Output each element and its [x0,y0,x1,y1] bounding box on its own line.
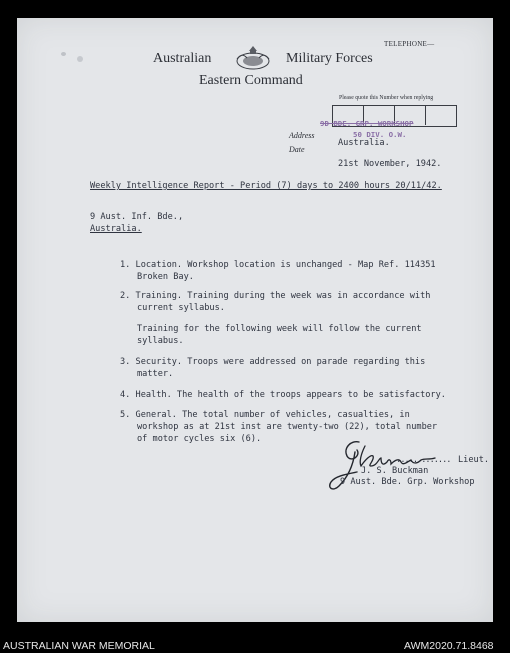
coat-of-arms-icon [234,44,272,72]
item-general-line1: 5. General. The total number of vehicles, casualties, in [120,410,410,420]
signature-name: J. S. Buckman [361,466,429,476]
signature-dotted-line: .............. [392,455,451,465]
unit-stamp-line1: 9D BDE. GRP. WORKSHOP [320,119,414,128]
address-value: Australia. [338,138,390,148]
item-health-line1: 4. Health. The health of the troops appears to be satisfactory. [120,390,446,400]
paper-blemish [61,52,66,56]
unit-stamp-line2: 50 DIV. O.W. [353,130,407,139]
date-value: 21st November, 1942. [338,159,442,169]
item-security-line2: matter. [137,369,174,379]
footer-archive-name: AUSTRALIAN WAR MEMORIAL [3,640,155,652]
reference-box-divider [425,105,426,125]
signature-handwriting-text: J.S. Buckman [323,494,331,495]
address-label: Address [289,131,315,140]
item-training-next-line2: syllabus. [137,336,184,346]
letterhead-org-left: Australian [153,51,212,66]
letterhead-command: Eastern Command [199,73,303,88]
document-page [17,18,493,622]
report-title: Weekly Intelligence Report - Period (7) days to 2400 hours 20/11/42. [90,181,442,191]
item-training-next-line1: Training for the following week will follow the current [137,324,422,334]
telephone-label: TELEPHONE— [384,40,435,48]
item-training-line2: current syllabus. [137,303,225,313]
item-general-line3: of motor cycles six (6). [137,434,262,444]
item-location-line1: 1. Location. Workshop location is unchanged - Map Ref. 114351 [120,260,436,270]
item-general-line2: workshop as at 21st inst are twenty-two (22), total number [137,422,438,432]
footer-catalog-id: AWM2020.71.8468 [404,640,494,652]
paper-blemish [77,56,83,62]
item-location-line2: Broken Bay. [137,272,194,282]
signature-rank: Lieut. [458,455,490,465]
date-label: Date [289,145,305,154]
recipient-line2: Australia. [90,224,142,234]
quote-number-note: Please quote this Number when replying [339,95,434,101]
letterhead-org-right: Military Forces [286,51,373,66]
item-training-line1: 2. Training. Training during the week was in accordance with [120,291,431,301]
signature-unit: 9 Aust. Bde. Grp. Workshop [340,477,475,487]
recipient-line1: 9 Aust. Inf. Bde., [90,212,184,222]
item-security-line1: 3. Security. Troops were addressed on parade regarding this [120,357,426,367]
